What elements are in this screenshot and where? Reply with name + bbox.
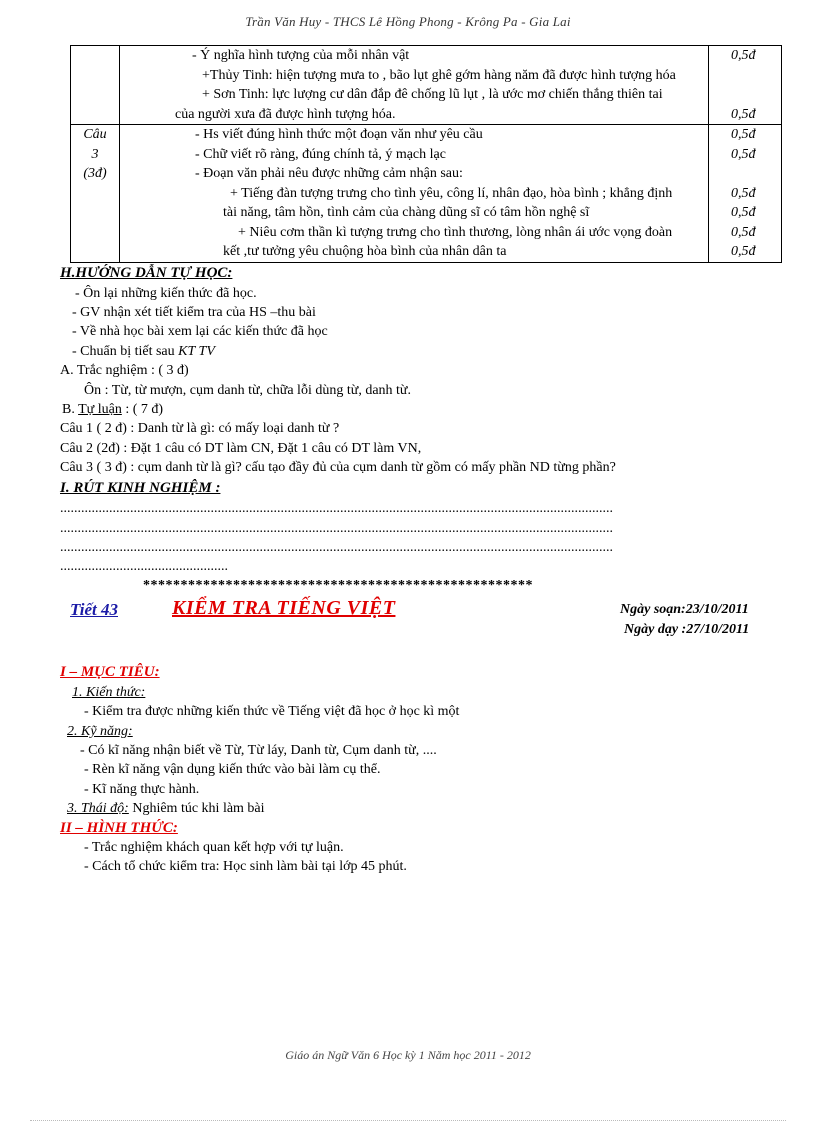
table-row	[71, 46, 782, 125]
question-label-cell	[71, 46, 120, 125]
answer-cell	[120, 46, 709, 125]
answer-line: tài năng, tâm hồn, tình cảm của chàng dũng sĩ có tâm hồn nghệ sĩ	[223, 205, 590, 220]
dotted-line: ..............................................................................................................................................................	[60, 501, 613, 516]
score-cell	[709, 46, 782, 125]
experience-heading: I. RÚT KINH NGHIỆM :	[60, 480, 221, 496]
star-divider: ****************************************************	[143, 578, 533, 593]
answer-line: + Tiếng đàn tượng trưng cho tình yêu, công lí, nhân đạo, hòa bình ; khẳng định	[230, 185, 673, 201]
answer-line: - Đoạn văn phải nêu được những cảm nhận sau:	[195, 166, 463, 181]
answer-line: +Thủy Tinh: hiện tượng mưa to , bão lụt ghê gớm hàng năm đã được hình tượng hóa	[202, 67, 676, 83]
score-value: 0,5đ	[731, 185, 756, 201]
skill-item: - Rèn kĩ năng vận dụng kiến thức vào bài làm cụ thể.	[84, 762, 381, 777]
list-item: - Ôn lại những kiến thức đã học.	[75, 286, 257, 301]
section-a-content: Ôn : Từ, từ mượn, cụm danh từ, chữa lỗi dùng từ, danh từ.	[84, 383, 412, 398]
dotted-line-short: ................................................	[60, 559, 228, 574]
score-value: 0,5đ	[731, 48, 756, 63]
list-item: - GV nhận xét tiết kiểm tra của HS –thu bài	[72, 305, 316, 320]
attitude-item: Nghiêm túc khi làm bài	[128, 801, 265, 816]
section-b-prefix: B.	[62, 402, 79, 417]
format-heading: II – HÌNH THỨC:	[60, 820, 178, 836]
score-value: 0,5đ	[731, 127, 756, 142]
question-3: Câu 3 ( 3 đ) : cụm danh từ là gì? cấu tạo đầy đủ của cụm danh từ gồm có mấy phần ND từng phần?	[60, 460, 616, 475]
dotted-line: ..............................................................................................................................................................	[60, 540, 613, 555]
score-value	[709, 164, 781, 184]
lesson-title: KIỂM TRA TIẾNG VIỆT	[172, 597, 396, 619]
answer-line: - Chữ viết rõ ràng, đúng chính tả, ý mạch lạc	[195, 146, 446, 162]
score-value: 0,5đ	[731, 146, 756, 162]
format-item: - Trắc nghiệm khách quan kết hợp với tự luận.	[84, 840, 344, 855]
attitude-heading: 3. Thái độ:	[67, 801, 129, 816]
answer-line: + Niêu cơm thần kì tượng trưng cho tình thương, lòng nhân ái ước vọng đoàn	[238, 224, 673, 240]
prep-date: Ngày soạn:23/10/2011	[620, 602, 749, 617]
teach-date: Ngày dạy :27/10/2011	[624, 622, 750, 637]
question-2: Câu 2 (2đ) : Đặt 1 câu có DT làm CN, Đặt 1 câu có DT làm VN,	[60, 441, 422, 456]
score-value	[709, 85, 781, 105]
answer-line: - Hs viết đúng hình thức một đoạn văn như yêu cầu	[195, 127, 483, 142]
page-bottom-divider	[30, 1120, 786, 1121]
table-row	[71, 125, 782, 263]
section-b-points: : ( 7 đ)	[121, 402, 164, 417]
section-b-title: Tự luận	[78, 402, 122, 417]
section-b-label	[62, 402, 163, 418]
answer-line: - Ý nghĩa hình tượng của mỗi nhân vật	[192, 48, 410, 63]
answer-line: kết ,tư tưởng yêu chuộng hòa bình của nhân dân ta	[223, 244, 507, 259]
question-label-cell	[71, 125, 120, 263]
format-item: - Cách tổ chức kiểm tra: Học sinh làm bài tại lớp 45 phút.	[84, 859, 407, 874]
answer-line: của người xưa đã được hình tượng hóa.	[175, 106, 396, 122]
list-item: - Về nhà học bài xem lại các kiến thức đã học	[72, 324, 328, 339]
skill-item: - Kĩ năng thực hành.	[84, 782, 200, 797]
answer-line: + Sơn Tinh: lực lượng cư dân đắp đê chống lũ lụt , là ước mơ chiến thắng thiên tai	[202, 87, 663, 102]
page-header: Trần Văn Huy - THCS Lê Hồng Phong - Krông Pa - Gia Lai	[245, 14, 571, 29]
attitude-line	[67, 801, 265, 817]
page-footer: Giáo án Ngữ Văn 6 Học kỳ 1 Năm học 2011 - 2012	[285, 1048, 531, 1062]
score-value: 0,5đ	[731, 224, 756, 240]
question-label: Câu	[83, 127, 107, 142]
question-number: 3	[91, 146, 99, 162]
dotted-line: ..............................................................................................................................................................	[60, 521, 613, 536]
section-a-label: A. Trắc nghiệm : ( 3 đ)	[60, 363, 189, 378]
score-cell	[709, 125, 782, 263]
prepare-topic: KT TV	[178, 344, 215, 359]
prepare-text: - Chuẩn bị tiết sau	[72, 344, 179, 359]
objectives-heading: I – MỤC TIÊU:	[60, 664, 160, 680]
knowledge-item: - Kiểm tra được những kiến thức về Tiếng việt đã học ở học kì một	[84, 704, 460, 719]
skill-item: - Có kĩ năng nhận biết về Từ, Từ láy, Danh từ, Cụm danh từ, ....	[80, 743, 437, 758]
skills-heading: 2. Kỹ năng:	[67, 724, 133, 739]
score-value: 0,5đ	[731, 106, 756, 122]
answer-cell	[120, 125, 709, 263]
knowledge-heading: 1. Kiến thức:	[72, 685, 146, 700]
self-study-heading: H.HƯỚNG DẪN TỰ HỌC:	[60, 265, 233, 281]
score-value	[709, 66, 781, 86]
question-points: (3đ)	[83, 166, 107, 181]
list-item	[72, 344, 215, 360]
lesson-number: Tiết 43	[70, 600, 118, 619]
question-1: Câu 1 ( 2 đ) : Danh từ là gì: có mấy loại danh từ ?	[60, 421, 340, 436]
grading-table	[70, 45, 782, 263]
score-value: 0,5đ	[731, 244, 756, 259]
score-value: 0,5đ	[731, 205, 756, 220]
